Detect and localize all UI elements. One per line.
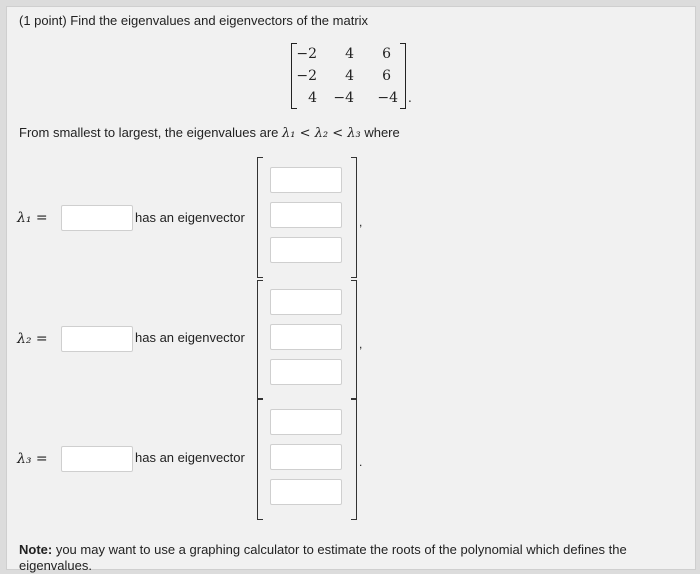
matrix-right-bracket: [400, 43, 406, 109]
matrix-cell: −4: [333, 90, 354, 106]
lambda-3-label: λ₃ =: [17, 451, 48, 467]
eigenvector-2: [257, 280, 357, 399]
eigenvector-label-3: has an eigenvector: [135, 450, 245, 465]
matrix-cell: −2: [296, 46, 317, 62]
matrix-cell: 4: [308, 90, 317, 106]
ordering-text: From smallest to largest, the eigenvalues are: [19, 125, 279, 140]
eigenvalue-row-1: [17, 204, 133, 232]
eigenvalue-ordering: [19, 125, 400, 141]
matrix-cell: −4: [377, 90, 398, 106]
eigenvector-3-entry-3[interactable]: [270, 479, 342, 505]
eigenvalue-row-2: [17, 325, 133, 353]
note-label: Note:: [19, 542, 53, 557]
eigenvector-label-1: has an eigenvector: [135, 210, 245, 225]
matrix-cell: −2: [296, 68, 317, 84]
vector-right-bracket: [351, 280, 357, 399]
vector-left-bracket: [257, 157, 263, 278]
eigenvector-3-entry-1[interactable]: [270, 409, 342, 435]
vector-left-bracket: [257, 280, 263, 399]
eigenvector-3: [257, 399, 357, 520]
eigenvector-3-punctuation: .: [359, 455, 363, 469]
eigenvector-3-entry-2[interactable]: [270, 444, 342, 470]
problem-title: (1 point) Find the eigenvalues and eigenvectors of the matrix: [19, 13, 369, 28]
eigenvector-label-2: has an eigenvector: [135, 330, 245, 345]
matrix: [291, 43, 412, 109]
eigenvector-2-punctuation: ,: [359, 337, 363, 351]
vector-right-bracket: [351, 157, 357, 278]
lambda-3-input[interactable]: [61, 446, 133, 472]
lambda-2-label: λ₂ =: [17, 331, 48, 347]
ordering-where: where: [364, 125, 400, 140]
matrix-cell: 6: [382, 46, 391, 62]
eigenvector-1-entry-2[interactable]: [270, 202, 342, 228]
matrix-cell: 4: [345, 68, 354, 84]
matrix-punctuation: .: [408, 91, 412, 105]
note-text: you may want to use a graphing calculator to estimate the roots of the polynomial which defines the eigenvalues.: [19, 542, 627, 573]
eigenvector-1-entry-1[interactable]: [270, 167, 342, 193]
matrix-cell: 6: [382, 68, 391, 84]
ordering-math: λ₁ < λ₂ < λ₃: [282, 126, 361, 141]
lambda-1-label: λ₁ =: [17, 210, 48, 226]
vector-right-bracket: [351, 399, 357, 520]
problem-panel: [6, 6, 696, 573]
eigenvector-2-entry-2[interactable]: [270, 324, 342, 350]
eigenvector-1: [257, 157, 357, 278]
lambda-2-input[interactable]: [61, 326, 133, 352]
eigenvector-2-entry-3[interactable]: [270, 359, 342, 385]
eigenvalue-row-3: [17, 445, 133, 473]
eigenvector-2-entry-1[interactable]: [270, 289, 342, 315]
eigenvector-1-entry-3[interactable]: [270, 237, 342, 263]
eigenvector-1-punctuation: ,: [359, 215, 363, 229]
note: [19, 542, 679, 574]
matrix-cell: 4: [345, 46, 354, 62]
vector-left-bracket: [257, 399, 263, 520]
lambda-1-input[interactable]: [61, 205, 133, 231]
